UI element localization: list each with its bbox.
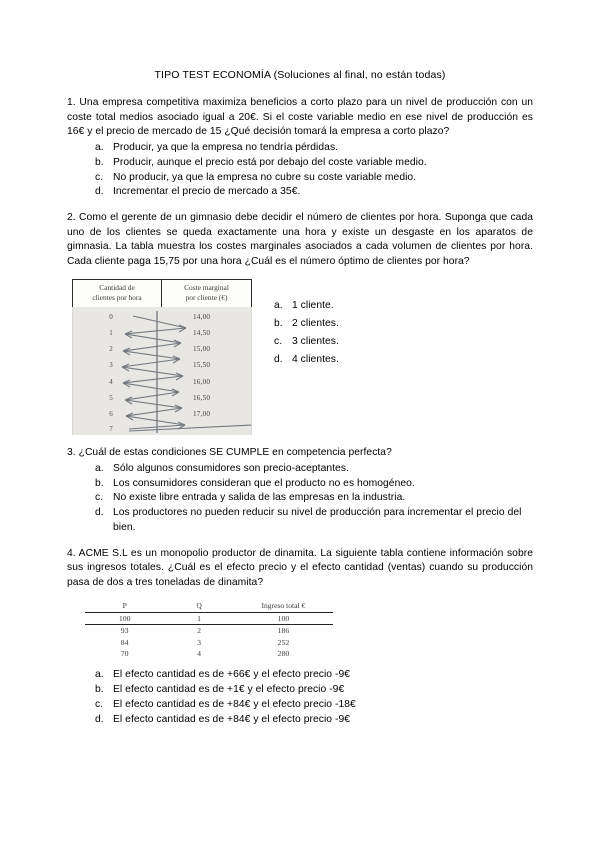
scan-quantity: 0 [109, 313, 113, 322]
cell-q: 4 [197, 648, 202, 658]
option-label: Sólo algunos consumidores son precio-aceptantes. [113, 462, 349, 474]
option-marker: c. [95, 171, 104, 183]
cell-p: 84 [120, 637, 129, 647]
cell-p: 100 [85, 612, 164, 624]
scan-cost: 14,00 [193, 313, 211, 322]
table-header-ingreso-total: Ingreso total € [234, 600, 333, 613]
question-1-text: 1. Una empresa competitiva maximiza beneficios a corto plazo para un nivel de producción con un coste total medios asociado igual a 20€. Si el coste variable medio en ese nivel de producción es 16€ y el precio de mercado de 15 ¿Qué decisión tomará la empresa a corto plazo? [67, 97, 533, 138]
option-2d[interactable] [274, 351, 533, 369]
option-marker: a. [274, 299, 283, 311]
option-marker: d. [274, 353, 283, 365]
option-label: El efecto cantidad es de +1€ y el efecto precio -9€ [113, 683, 345, 695]
option-4a[interactable] [95, 668, 533, 683]
option-3d[interactable] [95, 506, 533, 536]
option-3c[interactable] [95, 491, 533, 506]
scan-quantity: 6 [109, 410, 113, 419]
scan-header-cost-line2: por cliente (€) [185, 293, 228, 303]
table-header-q: Q [164, 600, 233, 613]
question-2-options [274, 297, 533, 369]
scan-cost: 15,00 [193, 345, 211, 354]
option-marker: b. [95, 683, 104, 695]
scan-row [73, 341, 251, 357]
question-3-text: 3. ¿Cuál de estas condiciones SE CUMPLE en competencia perfecta? [67, 447, 392, 459]
option-marker: b. [95, 156, 104, 168]
scan-row [73, 325, 251, 341]
scan-row [73, 406, 251, 422]
cell-ingreso: 252 [277, 637, 290, 647]
option-4c[interactable] [95, 698, 533, 713]
table-header-p: P [85, 600, 164, 613]
scan-table-header [72, 279, 252, 307]
scan-quantity: 5 [109, 394, 113, 403]
scan-header-quantity-line1: Cantidad de [99, 282, 135, 292]
table-row [85, 648, 333, 659]
scan-rows [73, 307, 251, 435]
option-marker: b. [95, 477, 104, 489]
question-block-2 [67, 211, 533, 435]
question-4-text: 4. ACME S.L es un monopolio productor de dinamita. La siguiente tabla contiene información sobre sus ingresos totales. ¿Cuál es el efecto precio y el efecto cantidad (ventas) cuando su producción pasa de dos a tres toneladas de dinamita? [67, 547, 533, 589]
option-label: Incrementar el precio de mercado a 35€. [113, 186, 301, 198]
question-block-4 [67, 547, 533, 728]
option-3b[interactable] [95, 477, 533, 492]
option-label: 2 clientes. [292, 317, 339, 329]
option-label: El efecto cantidad es de +66€ y el efecto precio -9€ [113, 669, 351, 681]
question-block-1 [67, 96, 533, 200]
page-title: TIPO TEST ECONOMÍA (Soluciones al final, no están todas) [154, 69, 446, 81]
option-label: Producir, ya que la empresa no tendría pérdidas. [113, 142, 339, 153]
scan-header-quantity [73, 280, 162, 307]
scan-quantity: 4 [109, 378, 113, 387]
scan-cost: 14,50 [193, 329, 211, 338]
scan-header-cost-line1: Coste marginal [184, 282, 229, 292]
option-3a[interactable] [95, 462, 533, 477]
question-1-options [67, 141, 533, 200]
option-marker: c. [274, 335, 283, 347]
option-marker: a. [95, 669, 104, 681]
scan-quantity: 2 [109, 345, 113, 354]
cell-p: 93 [120, 626, 129, 636]
option-2c[interactable] [274, 333, 533, 351]
revenue-table [85, 600, 333, 660]
question-block-3 [67, 446, 533, 536]
option-label: 1 cliente. [292, 299, 334, 311]
table-row [85, 625, 333, 637]
scan-header-cost [162, 280, 251, 307]
scan-header-quantity-line2: clientes por hora [92, 293, 142, 303]
scan-row [73, 374, 251, 390]
option-4d[interactable] [95, 713, 533, 728]
option-label: Producir, aunque el precio está por debajo del coste variable medio. [113, 156, 427, 168]
cell-q: 3 [197, 637, 202, 647]
option-1a[interactable] [95, 141, 533, 156]
table-row [85, 612, 333, 624]
option-marker: d. [95, 507, 104, 519]
option-label: 4 clientes. [292, 353, 339, 365]
scan-cost: 16,00 [193, 378, 211, 387]
cell-ingreso: 186 [277, 626, 290, 636]
scan-cost: 15,50 [193, 361, 211, 370]
option-label: El efecto cantidad es de +84€ y el efecto precio -9€ [113, 713, 351, 725]
cell-ingreso: 100 [234, 612, 333, 624]
scan-row [73, 421, 251, 435]
marginal-cost-table-image [72, 279, 252, 435]
question-2-body [67, 279, 533, 435]
option-label: El efecto cantidad es de +84€ y el efecto precio -18€ [113, 698, 356, 710]
scan-quantity: 1 [109, 329, 113, 338]
option-label: No existe libre entrada y salida de las empresas en la industria. [113, 492, 406, 504]
option-label: No producir, ya que la empresa no cubre su coste variable medio. [113, 171, 417, 183]
table-header-row [85, 600, 333, 613]
scan-row [73, 390, 251, 406]
option-marker: c. [95, 698, 104, 710]
scan-row [73, 357, 251, 373]
scan-row [73, 309, 251, 325]
question-2-text: 2. Como el gerente de un gimnasio debe decidir el número de clientes por hora. Suponga que cada uno de los clientes se queda exactamente una hora y existe un desgaste en los aparatos de gimnasia. La tabla muestra los costes marginales asociados a cada volumen de clientes por hora. Cada cliente paga 15,75 por una hora ¿Cuál es el número óptimo de clientes por hora? [67, 212, 533, 268]
scan-quantity: 3 [109, 361, 113, 370]
option-2b[interactable] [274, 315, 533, 333]
scan-cost: 16,50 [193, 394, 211, 403]
cell-ingreso: 280 [277, 648, 290, 658]
table-row [85, 636, 333, 647]
scan-quantity: 7 [109, 425, 113, 434]
scan-cost: 17,00 [193, 410, 211, 419]
option-marker: c. [95, 492, 104, 504]
option-marker: b. [274, 317, 283, 329]
option-1b[interactable] [95, 156, 533, 171]
option-label: Los productores no pueden reducir su nivel de producción para incrementar el precio del bien. [113, 507, 522, 534]
question-3-options [67, 462, 533, 536]
cell-p: 70 [120, 648, 129, 658]
option-1d[interactable] [95, 185, 533, 200]
option-label: 3 clientes. [292, 335, 339, 347]
option-2a[interactable] [274, 297, 533, 315]
option-1c[interactable] [95, 171, 533, 186]
scan-table-body [72, 307, 252, 435]
option-marker: d. [95, 186, 104, 198]
option-marker: d. [95, 713, 104, 725]
option-4b[interactable] [95, 683, 533, 698]
cell-q: 1 [164, 612, 233, 624]
question-4-options [67, 668, 533, 727]
option-marker: a. [95, 142, 104, 153]
cell-q: 2 [197, 626, 202, 636]
option-label: Los consumidores consideran que el producto no es homogéneo. [113, 477, 415, 489]
option-marker: a. [95, 462, 104, 474]
question-2-options-column [252, 279, 533, 369]
